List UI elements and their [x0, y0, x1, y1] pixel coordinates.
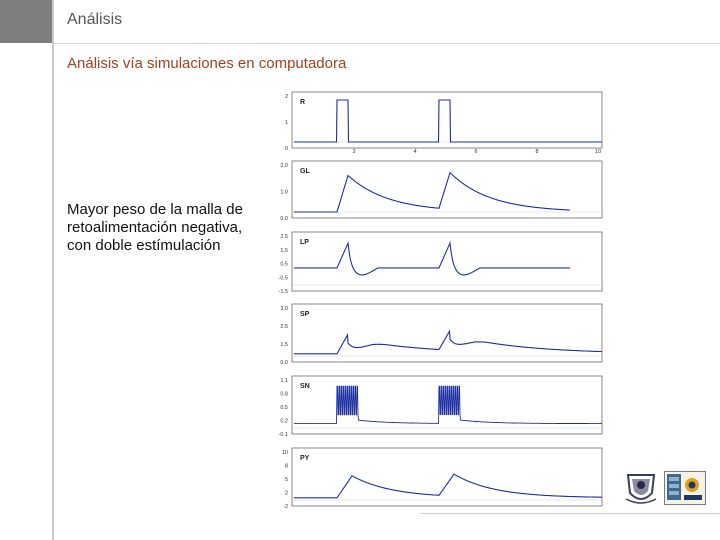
x-tick-label: 8 [535, 149, 539, 155]
y-tick-label: 8 [284, 463, 288, 470]
y-tick-label: 0.0 [280, 360, 288, 366]
x-tick-label: 2 [352, 149, 356, 155]
y-tick-label: 2.0 [280, 163, 288, 169]
footer-divider [420, 513, 720, 514]
panel-frame [292, 232, 602, 291]
y-tick-label: 2.5 [280, 234, 288, 240]
unam-seal-icon [622, 471, 660, 507]
panel-label: SP [300, 311, 310, 318]
y-tick-label: 0.5 [280, 261, 288, 268]
panel-py [282, 448, 602, 510]
y-tick-label: -2 [283, 504, 288, 510]
panel-label: R [300, 99, 306, 106]
y-tick-label: 0.2 [280, 418, 288, 425]
header-block [0, 0, 52, 43]
panel-label: GL [300, 168, 310, 175]
y-tick-label: -0.5 [278, 275, 288, 282]
x-tick-label: 4 [413, 149, 417, 155]
slide-subtitle: Análisis vía simulaciones en computadora [67, 55, 347, 72]
panel-sp [280, 304, 602, 366]
y-tick-label: -1.5 [278, 289, 288, 295]
y-tick-label: 1.5 [280, 342, 288, 348]
y-tick-label: 1.5 [280, 247, 288, 254]
panel-label: LP [300, 239, 309, 246]
panel-sn [279, 376, 602, 438]
simulation-figure [270, 86, 606, 512]
panel-gl [280, 161, 602, 222]
y-tick-label: 0.5 [280, 405, 288, 411]
panel-label: PY [300, 455, 310, 462]
panel-lp [279, 232, 602, 295]
panel-frame [292, 304, 602, 362]
y-tick-label: 10 [281, 450, 288, 456]
body-text: Mayor peso de la malla de retoalimentación negativa, con doble estímulación [67, 201, 243, 254]
y-tick-label: 2 [284, 490, 288, 497]
y-tick-label: 3.0 [280, 306, 288, 312]
slide-title: Análisis [67, 11, 123, 28]
panel-r [285, 92, 602, 152]
y-tick-label: -0.1 [278, 432, 288, 438]
y-tick-label: 0.0 [280, 216, 288, 222]
panel-label: SN [300, 383, 310, 390]
x-tick-label: 6 [474, 149, 478, 155]
lab-logo-icon [664, 471, 706, 505]
y-tick-label: 1.0 [280, 189, 288, 196]
y-tick-label: 1 [284, 120, 288, 126]
y-tick-label: 5 [284, 477, 288, 483]
panel-frame [292, 448, 602, 506]
x-tick-label: 10 [594, 149, 602, 155]
y-tick-label: 0 [284, 146, 288, 152]
y-tick-label: 2 [284, 94, 288, 100]
left-divider [52, 0, 54, 540]
y-tick-label: 0.8 [280, 391, 288, 398]
left-sidebar-band [0, 0, 52, 540]
header-divider [54, 43, 720, 44]
y-tick-label: 1.1 [280, 378, 288, 384]
y-tick-label: 2.5 [280, 324, 288, 330]
